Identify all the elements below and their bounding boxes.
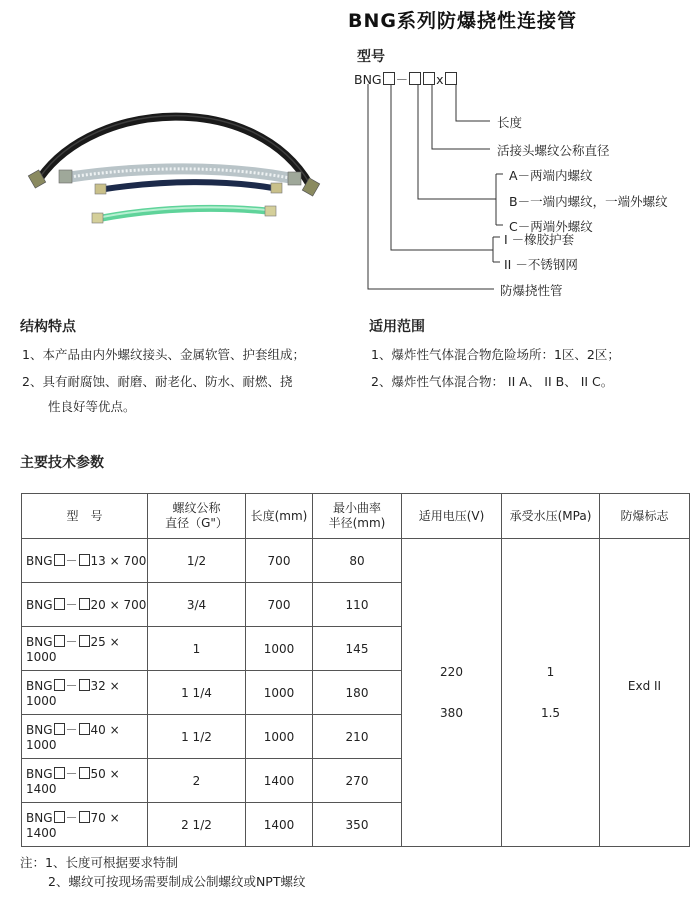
features-item-2: 2、具有耐腐蚀、耐磨、耐老化、防水、耐燃、挠 bbox=[22, 374, 293, 389]
label-length: 长度 bbox=[497, 115, 523, 130]
cell-radius: 180 bbox=[313, 671, 402, 715]
scope-item-2: 2、爆炸性气体混合物： II A、 II B、 II C。 bbox=[371, 374, 614, 389]
voltage-1: 220 bbox=[440, 665, 463, 679]
cell-radius: 145 bbox=[313, 627, 402, 671]
cell-model: BNG － 25 × 1000 bbox=[22, 627, 148, 671]
model-suffix: 32 × 1000 bbox=[26, 679, 120, 708]
model-prefix: BNG bbox=[354, 72, 382, 87]
cell-radius: 210 bbox=[313, 715, 402, 759]
model-suffix: 50 × 1400 bbox=[26, 767, 120, 796]
features-item-2-cont: 性良好等优点。 bbox=[48, 399, 136, 414]
model-suffix: 40 × 1000 bbox=[26, 723, 120, 752]
note-2: 2、螺纹可按现场需要制成公制螺纹或NPT螺纹 bbox=[48, 874, 306, 889]
th-thread-line1: 螺纹公称 bbox=[172, 501, 221, 515]
product-photo bbox=[25, 80, 335, 240]
cell-length: 1400 bbox=[246, 759, 313, 803]
label-type-b: B－一端内螺纹，一端外螺纹 bbox=[509, 194, 668, 209]
cell-length: 1000 bbox=[246, 627, 313, 671]
scope-heading: 适用范围 bbox=[369, 319, 425, 335]
model-suffix: 20 × 700 bbox=[90, 598, 147, 612]
page-title: BNG系列防爆挠性连接管 bbox=[348, 10, 577, 32]
cell-model: BNG － 50 × 1400 bbox=[22, 759, 148, 803]
code-times: x bbox=[436, 72, 444, 87]
model-heading: 型号 bbox=[357, 49, 385, 65]
th-exmark: 防爆标志 bbox=[600, 494, 690, 539]
th-radius bbox=[313, 494, 402, 539]
th-pressure: 承受水压(MPa) bbox=[502, 494, 600, 539]
cell-thread: 1/2 bbox=[148, 539, 246, 583]
spec-table bbox=[21, 493, 690, 847]
features-item-1: 1、本产品由内外螺纹接头、金属软管、护套组成； bbox=[22, 347, 305, 362]
label-type-a: A－两端内螺纹 bbox=[509, 168, 593, 183]
label-sheath-ii: II －不锈钢网 bbox=[504, 257, 578, 272]
label-product-name: 防爆挠性管 bbox=[500, 283, 563, 298]
table-row bbox=[22, 539, 690, 583]
cell-length: 700 bbox=[246, 539, 313, 583]
th-radius-line2: 半径(mm) bbox=[328, 516, 386, 530]
cell-exmark: Exd II bbox=[600, 539, 690, 847]
cell-thread: 1 1/4 bbox=[148, 671, 246, 715]
model-suffix: 13 × 700 bbox=[90, 554, 147, 568]
cell-thread: 2 bbox=[148, 759, 246, 803]
code-dash: － bbox=[395, 72, 409, 87]
cell-radius: 80 bbox=[313, 539, 402, 583]
cell-model: BNG － 13 × 700 bbox=[22, 539, 148, 583]
cell-length: 1000 bbox=[246, 715, 313, 759]
scope-item-1: 1、爆炸性气体混合物危险场所：1区、2区； bbox=[371, 347, 620, 362]
cell-voltage bbox=[402, 539, 502, 847]
cell-model: BNG － 40 × 1000 bbox=[22, 715, 148, 759]
label-sheath-i: I －橡胶护套 bbox=[504, 232, 575, 247]
params-heading: 主要技术参数 bbox=[20, 455, 104, 471]
cell-radius: 110 bbox=[313, 583, 402, 627]
cell-thread: 2 1/2 bbox=[148, 803, 246, 847]
cell-pressure bbox=[502, 539, 600, 847]
th-model: 型 号 bbox=[22, 494, 148, 539]
cell-model: BNG － 20 × 700 bbox=[22, 583, 148, 627]
th-length: 长度(mm) bbox=[246, 494, 313, 539]
note-1: 注：1、长度可根据要求特制 bbox=[20, 855, 178, 870]
th-radius-line1: 最小曲率 bbox=[332, 501, 381, 515]
cell-thread: 3/4 bbox=[148, 583, 246, 627]
voltage-2: 380 bbox=[440, 706, 463, 720]
label-thread-diameter: 活接头螺纹公称直径 bbox=[497, 143, 610, 158]
features-heading: 结构特点 bbox=[20, 319, 76, 335]
th-thread bbox=[148, 494, 246, 539]
cell-length: 1000 bbox=[246, 671, 313, 715]
cell-thread: 1 bbox=[148, 627, 246, 671]
model-suffix: 25 × 1000 bbox=[26, 635, 120, 664]
label-type-c: C－两端外螺纹 bbox=[509, 219, 593, 234]
pressure-1: 1 bbox=[546, 665, 555, 679]
table-header-row bbox=[22, 494, 690, 539]
cell-radius: 270 bbox=[313, 759, 402, 803]
model-suffix: 70 × 1400 bbox=[26, 811, 120, 840]
cell-model: BNG － 32 × 1000 bbox=[22, 671, 148, 715]
cell-length: 1400 bbox=[246, 803, 313, 847]
cell-radius: 350 bbox=[313, 803, 402, 847]
pressure-2: 1.5 bbox=[540, 706, 561, 720]
cell-model: BNG － 70 × 1400 bbox=[22, 803, 148, 847]
cell-length: 700 bbox=[246, 583, 313, 627]
cell-thread: 1 1/2 bbox=[148, 715, 246, 759]
th-thread-line2: 直径（G"） bbox=[165, 516, 228, 530]
th-voltage: 适用电压(V) bbox=[402, 494, 502, 539]
